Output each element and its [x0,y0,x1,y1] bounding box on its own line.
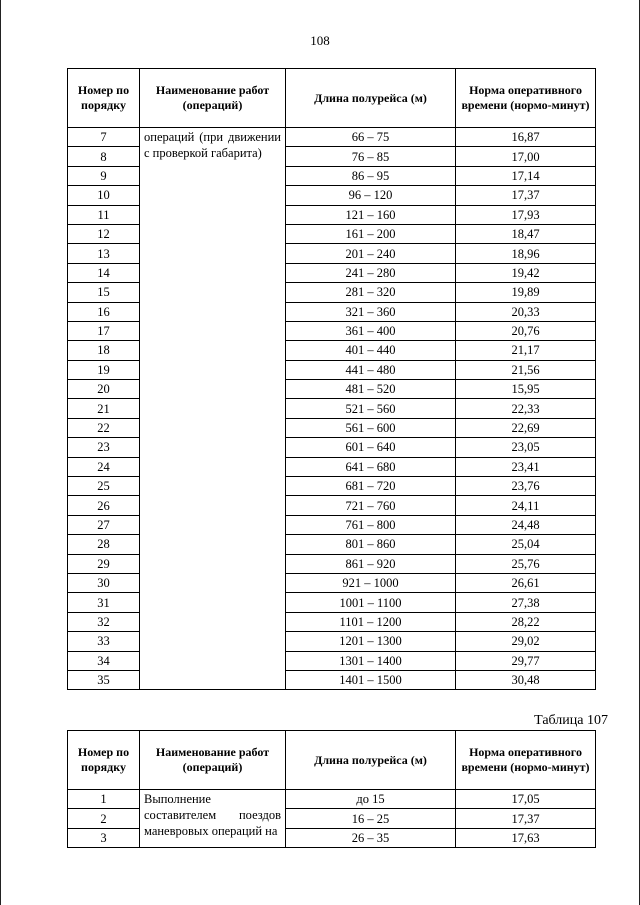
row-number: 26 [68,496,140,515]
operation-name: операций (при движении с проверкой габарита) [140,128,286,690]
time-norm: 22,33 [456,399,596,418]
row-number: 32 [68,612,140,631]
row-number: 28 [68,535,140,554]
time-norm: 18,47 [456,224,596,243]
table-row [68,790,596,809]
half-trip-length: 641 – 680 [286,457,456,476]
header-operation-name: Наименование работ (операций) [140,731,286,790]
time-norm: 24,11 [456,496,596,515]
time-norm: 23,05 [456,438,596,457]
time-norm: 16,87 [456,128,596,147]
time-norm: 18,96 [456,244,596,263]
row-number: 35 [68,670,140,689]
time-norm: 20,76 [456,321,596,340]
time-norm: 29,77 [456,651,596,670]
table-row [68,128,596,147]
row-number: 2 [68,809,140,828]
time-norm: 17,93 [456,205,596,224]
row-number: 16 [68,302,140,321]
row-number: 21 [68,399,140,418]
row-number: 13 [68,244,140,263]
half-trip-length: 26 – 35 [286,828,456,847]
time-norm: 21,17 [456,341,596,360]
header-half-trip-length: Длина полурейса (м) [286,731,456,790]
row-number: 30 [68,573,140,592]
half-trip-length: 561 – 600 [286,418,456,437]
half-trip-length: 281 – 320 [286,283,456,302]
time-norm: 17,14 [456,166,596,185]
half-trip-length: 161 – 200 [286,224,456,243]
half-trip-length: 521 – 560 [286,399,456,418]
time-norm: 19,89 [456,283,596,302]
half-trip-length: 761 – 800 [286,515,456,534]
page-number: 108 [310,33,330,48]
row-number: 22 [68,418,140,437]
row-number: 3 [68,828,140,847]
time-norm: 21,56 [456,360,596,379]
header-operation-name: Наименование работ (операций) [140,69,286,128]
half-trip-length: 1301 – 1400 [286,651,456,670]
row-number: 14 [68,263,140,282]
header-half-trip-length: Длина полурейса (м) [286,69,456,128]
row-number: 33 [68,632,140,651]
half-trip-length: 1401 – 1500 [286,670,456,689]
half-trip-length: 1201 – 1300 [286,632,456,651]
time-norm: 28,22 [456,612,596,631]
half-trip-length: 321 – 360 [286,302,456,321]
time-norm: 17,05 [456,790,596,809]
row-number: 24 [68,457,140,476]
row-number: 20 [68,380,140,399]
operation-name: Выполнение составителем поездов маневровых операций на [140,790,286,848]
time-norm: 20,33 [456,302,596,321]
half-trip-length: до 15 [286,790,456,809]
half-trip-length: 721 – 760 [286,496,456,515]
half-trip-length: 1001 – 1100 [286,593,456,612]
time-norm: 22,69 [456,418,596,437]
time-norm: 29,02 [456,632,596,651]
norms-table-continued [67,68,596,690]
half-trip-length: 921 – 1000 [286,573,456,592]
half-trip-length: 96 – 120 [286,186,456,205]
half-trip-length: 401 – 440 [286,341,456,360]
row-number: 31 [68,593,140,612]
row-number: 19 [68,360,140,379]
time-norm: 17,37 [456,186,596,205]
time-norm: 24,48 [456,515,596,534]
half-trip-length: 601 – 640 [286,438,456,457]
row-number: 29 [68,554,140,573]
table-header-row [68,69,596,128]
row-number: 23 [68,438,140,457]
row-number: 25 [68,477,140,496]
time-norm: 15,95 [456,380,596,399]
row-number: 18 [68,341,140,360]
header-number: Номер по порядку [68,69,140,128]
time-norm: 17,63 [456,828,596,847]
time-norm: 25,76 [456,554,596,573]
half-trip-length: 86 – 95 [286,166,456,185]
half-trip-length: 481 – 520 [286,380,456,399]
time-norm: 23,41 [456,457,596,476]
time-norm: 17,00 [456,147,596,166]
table1-body [68,128,596,690]
half-trip-length: 241 – 280 [286,263,456,282]
half-trip-length: 681 – 720 [286,477,456,496]
half-trip-length: 201 – 240 [286,244,456,263]
half-trip-length: 861 – 920 [286,554,456,573]
time-norm: 26,61 [456,573,596,592]
time-norm: 23,76 [456,477,596,496]
row-number: 1 [68,790,140,809]
page-left-edge [0,0,1,905]
time-norm: 27,38 [456,593,596,612]
time-norm: 30,48 [456,670,596,689]
row-number: 8 [68,147,140,166]
half-trip-length: 1101 – 1200 [286,612,456,631]
table-caption: Таблица 107 [534,713,608,728]
half-trip-length: 801 – 860 [286,535,456,554]
time-norm: 25,04 [456,535,596,554]
header-number: Номер по порядку [68,731,140,790]
half-trip-length: 121 – 160 [286,205,456,224]
table2-body [68,790,596,848]
row-number: 7 [68,128,140,147]
half-trip-length: 361 – 400 [286,321,456,340]
half-trip-length: 16 – 25 [286,809,456,828]
row-number: 10 [68,186,140,205]
time-norm: 17,37 [456,809,596,828]
row-number: 12 [68,224,140,243]
half-trip-length: 76 – 85 [286,147,456,166]
row-number: 17 [68,321,140,340]
row-number: 27 [68,515,140,534]
time-norm: 19,42 [456,263,596,282]
norms-table-107 [67,730,596,848]
row-number: 9 [68,166,140,185]
header-time-norm: Норма оперативного времени (нормо-минут) [456,69,596,128]
half-trip-length: 441 – 480 [286,360,456,379]
row-number: 15 [68,283,140,302]
row-number: 34 [68,651,140,670]
half-trip-length: 66 – 75 [286,128,456,147]
table-header-row [68,731,596,790]
row-number: 11 [68,205,140,224]
header-time-norm: Норма оперативного времени (нормо-минут) [456,731,596,790]
